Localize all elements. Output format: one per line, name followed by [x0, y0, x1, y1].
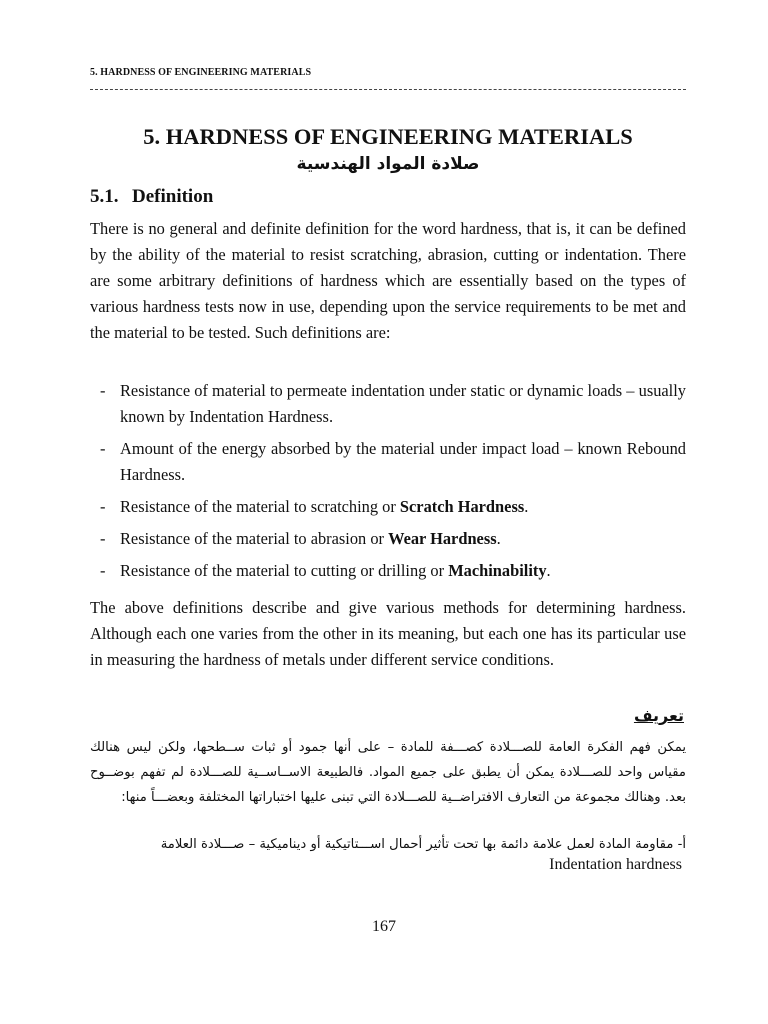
list-item: - Resistance of the material to scratching or Scratch Hardness.: [100, 497, 529, 516]
chapter-title: 5. HARDNESS OF ENGINEERING MATERIALS: [143, 124, 633, 149]
section-heading: [90, 186, 213, 208]
list-item-text: Resistance of the material to scratching or: [120, 497, 400, 516]
header-divider: [90, 89, 686, 90]
list-item: - Resistance of the material to abrasion or Wear Hardness.: [100, 529, 501, 548]
section-title: Definition: [132, 186, 214, 207]
arabic-heading: تعريف: [633, 706, 684, 725]
intro-paragraph: There is no general and definite definition for the word hardness, that is, it can be defined by the ability of the material to resist scratching, abrasion, cutting or indentation. There are some arbitrary definitions of hardness which are essentially based on the types of various hardness tests now in use, depending upon the service requirements to be met and the material to be tested. Such definitions are:: [90, 219, 686, 342]
arabic-paragraph: يمكن فهم الفكرة العامة للصـــلادة كصـــفة للمادة – على أنها جمود أو ثبات ســطحها، ولكن ليس هنالك مقياس واحد للصـــلادة يمكن أن يطبق على جميع المواد. فالطبيعة الاســاســية للصـــلادة لم تفهم بوضــوح بعد. وهنالك مجموعة من التعارف الافتراضــية للصـــلادة التي تبنى عليها اختباراتها المختلفة وبعضـــاً منها:: [90, 740, 686, 805]
list-item: - Amount of the energy absorbed by the material under impact load – known Rebound Hardness.: [100, 439, 686, 484]
definitions-list: [90, 378, 686, 590]
chapter-title-arabic: صلادة المواد الهندسية: [296, 154, 480, 174]
list-item-text: Resistance of the material to cutting or drilling or: [120, 561, 449, 580]
arabic-list-item-english: Indentation hardness: [549, 856, 682, 873]
list-item-term: Wear Hardness: [388, 529, 497, 548]
list-item: - Resistance of the material to cutting or drilling or Machinability.: [100, 561, 551, 580]
conclusion-paragraph: The above definitions describe and give various methods for determining hardness. Although each one varies from the other in its meaning, but each one has its particular use in measuring the hardness of metals under different service conditions.: [90, 598, 686, 669]
list-item: - Resistance of material to permeate indentation under static or dynamic loads – usually known by Indentation Hardness.: [100, 381, 686, 426]
page-number: 167: [372, 918, 396, 935]
list-item-text: Resistance of material to permeate indentation under static or dynamic loads – usually known by Indentation Hardness.: [120, 381, 686, 426]
list-item-term: Scratch Hardness: [399, 497, 525, 516]
section-number: 5.1.: [90, 186, 119, 207]
list-item-text: Resistance of the material to abrasion or: [120, 529, 389, 548]
running-header: 5. HARDNESS OF ENGINEERING MATERIALS: [90, 67, 312, 78]
list-item-term: Machinability: [448, 561, 547, 580]
list-item-text: Amount of the energy absorbed by the material under impact load – known Rebound Hardness.: [120, 439, 686, 484]
arabic-list-item: أ- مقاومة المادة لعمل علامة دائمة بها تحت تأثير أحمال اســـتاتيكية أو ديناميكية – صـــلادة العلامة: [160, 837, 686, 852]
